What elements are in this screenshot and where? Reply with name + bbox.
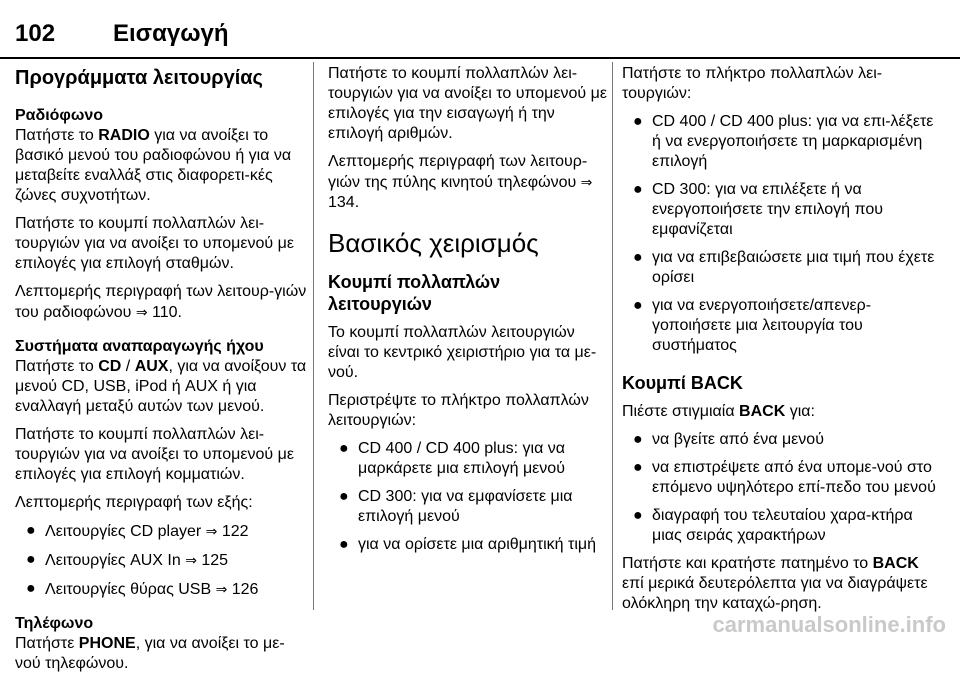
audio-paragraph-1: Πατήστε το CD / AUX, για να ανοίξουν τα μενού CD, USB, iPod ή AUX ή για εναλλαγή μεταξύ αυτών των μενού. [15, 358, 307, 415]
list-item: ● για να επιβεβαιώσετε μια τιμή που έχετε ορίσει [633, 249, 935, 286]
bullet-icon: ● [339, 488, 349, 505]
radio-paragraph-3: Λεπτομερής περιγραφή των λειτουρ-γιών του ραδιοφώνου ⇒ 110. [15, 283, 307, 321]
aux-keyword: AUX [134, 358, 169, 375]
knob-paragraph-1: Το κουμπί πολλαπλών λειτουργιών είναι το κεντρικό χειριστήριο για τα με-νού. [328, 324, 597, 381]
radio-keyword: RADIO [98, 127, 150, 144]
section-heading-operating-modes: Προγράμματα λειτουργίας [15, 67, 263, 89]
list-item: ● CD 300: για να επιλέξετε ή να ενεργοποιήσετε την επιλογή που εμφανίζεται [633, 181, 883, 238]
bullet-icon: ● [633, 181, 643, 198]
back-bullet-list [622, 430, 942, 546]
cd-keyword: CD [98, 358, 122, 375]
page-number: 102 [15, 20, 56, 47]
bullet-icon: ● [633, 431, 643, 448]
page-title: Εισαγωγή [113, 20, 229, 47]
radio-heading: Ραδιόφωνο [15, 107, 104, 124]
list-item: ● για να ενεργοποιήσετε/απενερ-γοποιήσετε μια λειτουργία του συστήματος [633, 297, 872, 354]
list-item: ● διαγραφή του τελευταίου χαρα-κτήρα μιας σειράς χαρακτήρων [633, 507, 913, 544]
reference-arrow-icon: ⇒ [185, 552, 197, 568]
phone-paragraph-1: Πατήστε PHONE, για να ανοίξει το με-νού τηλεφώνου. [15, 635, 285, 672]
header-rule [0, 57, 960, 59]
back-button-heading: Κουμπί BACK [622, 373, 743, 393]
list-item: ● να βγείτε από ένα μενού [633, 431, 824, 448]
bullet-icon: ● [339, 536, 349, 553]
list-item: ● να επιστρέψετε από ένα υπομε-νού στο επόμενο υψηλότερο επί-πεδο του μενού [633, 459, 936, 496]
multifunction-knob-heading: Κουμπί πολλαπλών λειτουργιών [328, 272, 501, 314]
list-item: ● για να ορίσετε μια αριθμητική τιμή [339, 536, 597, 553]
column-1 [15, 64, 310, 682]
press-bullet-list [622, 112, 942, 356]
list-item: ● Λειτουργίες θύρας USB ⇒ 126 [26, 580, 259, 598]
watermark: carmanualsonline.info [712, 612, 946, 637]
audio-bullet-list [15, 521, 310, 600]
back-keyword: BACK [739, 403, 786, 420]
section-heading-basic-operation: Βασικός χειρισμός [328, 228, 539, 258]
bullet-icon: ● [633, 507, 643, 524]
bullet-icon: ● [26, 551, 36, 568]
radio-paragraph-2: Πατήστε το κουμπί πολλαπλών λει-τουργιών για να ανοίξει το υπομενού με επιλογές για επιλογή σταθμών. [15, 215, 294, 272]
column-3 [622, 64, 942, 622]
reference-arrow-icon: ⇒ [580, 174, 593, 190]
knob-paragraph-2: Περιστρέψτε το πλήκτρο πολλαπλών λειτουργιών: [328, 392, 589, 429]
column-2 [328, 64, 608, 563]
back-keyword-2: BACK [872, 555, 919, 572]
back-paragraph-1: Πιέστε στιγμιαία BACK για: [622, 403, 815, 420]
audio-heading: Συστήματα αναπαραγωγής ήχου [15, 338, 264, 355]
audio-paragraph-3: Λεπτομερής περιγραφή των εξής: [15, 494, 253, 511]
phone-heading: Τηλέφωνο [15, 615, 94, 632]
bullet-icon: ● [633, 297, 643, 314]
reference-arrow-icon: ⇒ [215, 581, 228, 597]
list-item: ● CD 400 / CD 400 plus: για να μαρκάρετε μια επιλογή μενού [339, 440, 566, 477]
list-item: ● Λειτουργίες AUX In ⇒ 125 [26, 551, 229, 569]
list-item: ● CD 400 / CD 400 plus: για να επι-λέξετε ή να ενεργοποιήσετε τη μαρκαρισμένη επιλογή [633, 113, 934, 170]
list-item: ● CD 300: για να εμφανίσετε μια επιλογή μενού [339, 488, 573, 525]
reference-arrow-icon: ⇒ [205, 523, 218, 539]
phone-keyword: PHONE [78, 635, 136, 652]
audio-paragraph-2: Πατήστε το κουμπί πολλαπλών λει-τουργιών για να ανοίξει το υπομενού με επιλογές για επιλογή κομματιών. [15, 426, 294, 483]
list-item: ● Λειτουργίες CD player ⇒ 122 [26, 522, 249, 540]
phone-paragraph-2: Πατήστε το κουμπί πολλαπλών λει-τουργιών για να ανοίξει το υπομενού με επιλογές για την εισαγωγή ή την επιλογή αριθμών. [328, 65, 607, 142]
column-divider-1 [313, 62, 314, 610]
rotate-bullet-list [328, 439, 608, 555]
bullet-icon: ● [633, 249, 643, 266]
column-divider-2 [612, 62, 613, 610]
bullet-icon: ● [633, 113, 643, 130]
bullet-icon: ● [26, 580, 36, 597]
bullet-icon: ● [633, 459, 643, 476]
bullet-icon: ● [26, 522, 36, 539]
radio-paragraph-1: Πατήστε το RADIO για να ανοίξει το βασικό μενού του ραδιοφώνου ή για να μεταβείτε εναλλάξ στις διαφορετι-κές ζώνες συχνοτήτων. [15, 127, 292, 204]
press-paragraph: Πατήστε το πλήκτρο πολλαπλών λει-τουργιών: [622, 65, 883, 102]
phone-paragraph-3: Λεπτομερής περιγραφή των λειτουρ-γιών της πύλης κινητού τηλεφώνου ⇒ 134. [328, 153, 593, 211]
reference-arrow-icon: ⇒ [135, 304, 148, 320]
bullet-icon: ● [339, 440, 349, 457]
page-header [0, 0, 960, 58]
back-paragraph-2: Πατήστε και κρατήστε πατημένο το BACK επί μερικά δευτερόλεπτα για να διαγράψετε ολόκληρη την καταχώ-ρηση. [622, 555, 928, 612]
